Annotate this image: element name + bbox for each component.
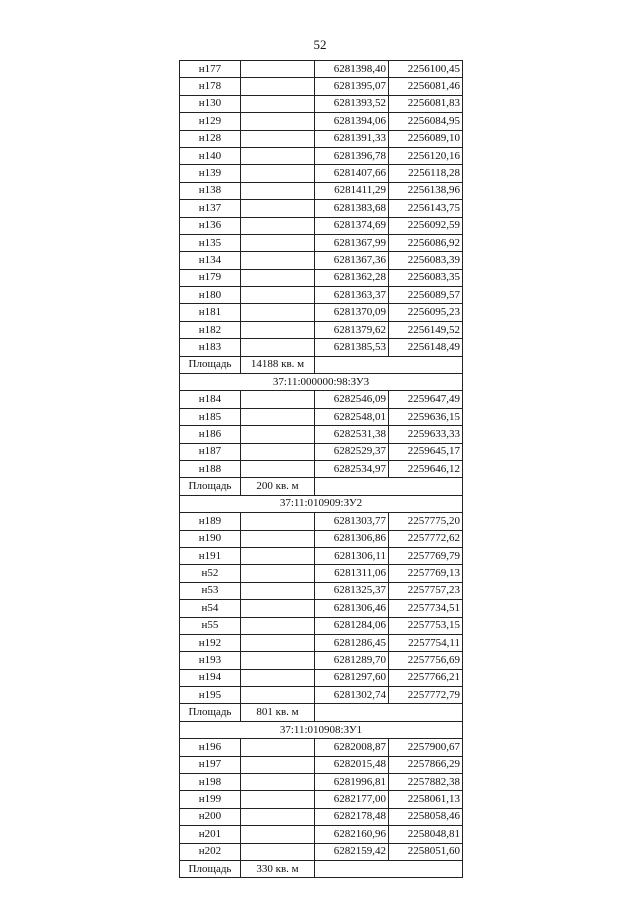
table-row <box>180 269 463 286</box>
empty-cell <box>241 426 315 443</box>
empty-cell <box>241 547 315 564</box>
area-label: Площадь <box>180 478 241 495</box>
empty-cell <box>241 617 315 634</box>
empty-cell <box>241 200 315 217</box>
x-coordinate: 6281396,78 <box>315 147 389 164</box>
x-coordinate: 6282160,96 <box>315 826 389 843</box>
x-coordinate: 6281391,33 <box>315 130 389 147</box>
table-row <box>180 252 463 269</box>
table-row <box>180 321 463 338</box>
empty-cell <box>241 774 315 791</box>
point-name: н137 <box>180 200 241 217</box>
point-name: н197 <box>180 756 241 773</box>
table-row <box>180 513 463 530</box>
empty-cell <box>241 634 315 651</box>
x-coordinate: 6281367,36 <box>315 252 389 269</box>
parcel-header-row <box>180 721 463 738</box>
empty-cell <box>241 234 315 251</box>
empty-cell <box>241 321 315 338</box>
y-coordinate: 2256092,59 <box>389 217 463 234</box>
y-coordinate: 2259645,17 <box>389 443 463 460</box>
point-name: н178 <box>180 78 241 95</box>
table-row <box>180 460 463 477</box>
x-coordinate: 6281289,70 <box>315 652 389 669</box>
parcel-header-row <box>180 374 463 391</box>
parcel-id: 37:11:010909:ЗУ2 <box>180 495 463 512</box>
point-name: н187 <box>180 443 241 460</box>
x-coordinate: 6281311,06 <box>315 565 389 582</box>
y-coordinate: 2259633,33 <box>389 426 463 443</box>
empty-cell <box>315 356 463 373</box>
table-row <box>180 61 463 78</box>
empty-cell <box>241 61 315 78</box>
area-label: Площадь <box>180 704 241 721</box>
x-coordinate: 6282531,38 <box>315 426 389 443</box>
x-coordinate: 6281284,06 <box>315 617 389 634</box>
empty-cell <box>241 217 315 234</box>
y-coordinate: 2256081,83 <box>389 95 463 112</box>
table-row <box>180 78 463 95</box>
x-coordinate: 6282548,01 <box>315 408 389 425</box>
empty-cell <box>241 252 315 269</box>
point-name: н183 <box>180 339 241 356</box>
x-coordinate: 6282546,09 <box>315 391 389 408</box>
point-name: н184 <box>180 391 241 408</box>
empty-cell <box>241 460 315 477</box>
y-coordinate: 2256083,35 <box>389 269 463 286</box>
point-name: н182 <box>180 321 241 338</box>
y-coordinate: 2256143,75 <box>389 200 463 217</box>
area-value: 330 кв. м <box>241 860 315 877</box>
table-row <box>180 147 463 164</box>
point-name: н140 <box>180 147 241 164</box>
area-value: 14188 кв. м <box>241 356 315 373</box>
empty-cell <box>241 669 315 686</box>
table-row <box>180 547 463 564</box>
y-coordinate: 2259636,15 <box>389 408 463 425</box>
parcel-id: 37:11:000000:98:ЗУ3 <box>180 374 463 391</box>
area-row <box>180 860 463 877</box>
table-row <box>180 843 463 860</box>
area-label: Площадь <box>180 860 241 877</box>
table-row <box>180 634 463 651</box>
x-coordinate: 6281362,28 <box>315 269 389 286</box>
table-row <box>180 652 463 669</box>
table-row <box>180 443 463 460</box>
point-name: н192 <box>180 634 241 651</box>
table-row <box>180 200 463 217</box>
empty-cell <box>241 147 315 164</box>
empty-cell <box>241 391 315 408</box>
x-coordinate: 6281385,53 <box>315 339 389 356</box>
area-value: 801 кв. м <box>241 704 315 721</box>
point-name: н177 <box>180 61 241 78</box>
point-name: н193 <box>180 652 241 669</box>
empty-cell <box>241 113 315 130</box>
table-row <box>180 669 463 686</box>
empty-cell <box>241 582 315 599</box>
empty-cell <box>241 530 315 547</box>
empty-cell <box>241 287 315 304</box>
empty-cell <box>241 687 315 704</box>
table-row <box>180 408 463 425</box>
table-row <box>180 582 463 599</box>
x-coordinate: 6281306,46 <box>315 600 389 617</box>
point-name: н136 <box>180 217 241 234</box>
x-coordinate: 6281306,11 <box>315 547 389 564</box>
x-coordinate: 6281297,60 <box>315 669 389 686</box>
empty-cell <box>241 791 315 808</box>
y-coordinate: 2257734,51 <box>389 600 463 617</box>
point-name: н198 <box>180 774 241 791</box>
x-coordinate: 6282015,48 <box>315 756 389 773</box>
x-coordinate: 6281398,40 <box>315 61 389 78</box>
x-coordinate: 6281374,69 <box>315 217 389 234</box>
point-name: н181 <box>180 304 241 321</box>
empty-cell <box>241 652 315 669</box>
page-number: 52 <box>313 37 327 52</box>
table-row <box>180 808 463 825</box>
x-coordinate: 6281411,29 <box>315 182 389 199</box>
table-row <box>180 739 463 756</box>
table-row <box>180 600 463 617</box>
x-coordinate: 6282529,37 <box>315 443 389 460</box>
empty-cell <box>241 130 315 147</box>
table-row <box>180 565 463 582</box>
y-coordinate: 2258051,60 <box>389 843 463 860</box>
point-name: н138 <box>180 182 241 199</box>
point-name: н200 <box>180 808 241 825</box>
table-row <box>180 234 463 251</box>
point-name: н130 <box>180 95 241 112</box>
coordinates-table-body <box>180 61 463 878</box>
point-name: н190 <box>180 530 241 547</box>
x-coordinate: 6281370,09 <box>315 304 389 321</box>
x-coordinate: 6281306,86 <box>315 530 389 547</box>
y-coordinate: 2256120,16 <box>389 147 463 164</box>
point-name: н135 <box>180 234 241 251</box>
empty-cell <box>241 565 315 582</box>
table-row <box>180 826 463 843</box>
point-name: н180 <box>180 287 241 304</box>
point-name: н199 <box>180 791 241 808</box>
empty-cell <box>241 78 315 95</box>
x-coordinate: 6281363,37 <box>315 287 389 304</box>
empty-cell <box>241 826 315 843</box>
x-coordinate: 6282177,00 <box>315 791 389 808</box>
y-coordinate: 2256118,28 <box>389 165 463 182</box>
x-coordinate: 6281394,06 <box>315 113 389 130</box>
point-name: н188 <box>180 460 241 477</box>
y-coordinate: 2257900,67 <box>389 739 463 756</box>
y-coordinate: 2259646,12 <box>389 460 463 477</box>
empty-cell <box>315 704 463 721</box>
y-coordinate: 2256089,57 <box>389 287 463 304</box>
x-coordinate: 6281302,74 <box>315 687 389 704</box>
point-name: н201 <box>180 826 241 843</box>
y-coordinate: 2257769,79 <box>389 547 463 564</box>
empty-cell <box>241 600 315 617</box>
table-row <box>180 339 463 356</box>
x-coordinate: 6282178,48 <box>315 808 389 825</box>
table-row <box>180 530 463 547</box>
y-coordinate: 2257754,11 <box>389 634 463 651</box>
y-coordinate: 2257775,20 <box>389 513 463 530</box>
empty-cell <box>241 95 315 112</box>
y-coordinate: 2256148,49 <box>389 339 463 356</box>
y-coordinate: 2256086,92 <box>389 234 463 251</box>
empty-cell <box>241 843 315 860</box>
y-coordinate: 2257866,29 <box>389 756 463 773</box>
point-name: н134 <box>180 252 241 269</box>
empty-cell <box>241 182 315 199</box>
point-name: н52 <box>180 565 241 582</box>
area-row <box>180 356 463 373</box>
x-coordinate: 6281996,81 <box>315 774 389 791</box>
empty-cell <box>241 443 315 460</box>
y-coordinate: 2257772,62 <box>389 530 463 547</box>
y-coordinate: 2258058,46 <box>389 808 463 825</box>
empty-cell <box>241 756 315 773</box>
empty-cell <box>241 739 315 756</box>
empty-cell <box>241 165 315 182</box>
x-coordinate: 6282159,42 <box>315 843 389 860</box>
y-coordinate: 2259647,49 <box>389 391 463 408</box>
table-row <box>180 791 463 808</box>
area-label: Площадь <box>180 356 241 373</box>
y-coordinate: 2256138,96 <box>389 182 463 199</box>
point-name: н129 <box>180 113 241 130</box>
table-row <box>180 130 463 147</box>
point-name: н139 <box>180 165 241 182</box>
empty-cell <box>241 808 315 825</box>
point-name: н202 <box>180 843 241 860</box>
point-name: н53 <box>180 582 241 599</box>
empty-cell <box>315 860 463 877</box>
y-coordinate: 2257769,13 <box>389 565 463 582</box>
y-coordinate: 2256089,10 <box>389 130 463 147</box>
point-name: н196 <box>180 739 241 756</box>
point-name: н194 <box>180 669 241 686</box>
table-row <box>180 617 463 634</box>
table-row <box>180 304 463 321</box>
point-name: н55 <box>180 617 241 634</box>
y-coordinate: 2258061,13 <box>389 791 463 808</box>
table-row <box>180 687 463 704</box>
y-coordinate: 2257772,79 <box>389 687 463 704</box>
point-name: н185 <box>180 408 241 425</box>
y-coordinate: 2257753,15 <box>389 617 463 634</box>
point-name: н54 <box>180 600 241 617</box>
y-coordinate: 2257882,38 <box>389 774 463 791</box>
point-name: н179 <box>180 269 241 286</box>
y-coordinate: 2256081,46 <box>389 78 463 95</box>
empty-cell <box>241 513 315 530</box>
table-row <box>180 217 463 234</box>
table-row <box>180 391 463 408</box>
table-row <box>180 113 463 130</box>
x-coordinate: 6281379,62 <box>315 321 389 338</box>
table-row <box>180 287 463 304</box>
area-row <box>180 478 463 495</box>
x-coordinate: 6282008,87 <box>315 739 389 756</box>
table-row <box>180 756 463 773</box>
table-row <box>180 774 463 791</box>
x-coordinate: 6281395,07 <box>315 78 389 95</box>
x-coordinate: 6281407,66 <box>315 165 389 182</box>
x-coordinate: 6281286,45 <box>315 634 389 651</box>
empty-cell <box>241 269 315 286</box>
x-coordinate: 6281325,37 <box>315 582 389 599</box>
x-coordinate: 6281393,52 <box>315 95 389 112</box>
y-coordinate: 2256100,45 <box>389 61 463 78</box>
parcel-id: 37:11:010908:ЗУ1 <box>180 721 463 738</box>
table-row <box>180 426 463 443</box>
point-name: н189 <box>180 513 241 530</box>
parcel-header-row <box>180 495 463 512</box>
table-row <box>180 165 463 182</box>
empty-cell <box>241 408 315 425</box>
y-coordinate: 2256084,95 <box>389 113 463 130</box>
y-coordinate: 2257766,21 <box>389 669 463 686</box>
y-coordinate: 2256083,39 <box>389 252 463 269</box>
y-coordinate: 2258048,81 <box>389 826 463 843</box>
x-coordinate: 6281367,99 <box>315 234 389 251</box>
x-coordinate: 6281303,77 <box>315 513 389 530</box>
area-row <box>180 704 463 721</box>
x-coordinate: 6281383,68 <box>315 200 389 217</box>
y-coordinate: 2257756,69 <box>389 652 463 669</box>
area-value: 200 кв. м <box>241 478 315 495</box>
point-name: н186 <box>180 426 241 443</box>
empty-cell <box>315 478 463 495</box>
y-coordinate: 2256149,52 <box>389 321 463 338</box>
y-coordinate: 2257757,23 <box>389 582 463 599</box>
y-coordinate: 2256095,23 <box>389 304 463 321</box>
point-name: н195 <box>180 687 241 704</box>
empty-cell <box>241 304 315 321</box>
coordinates-table <box>179 60 463 878</box>
x-coordinate: 6282534,97 <box>315 460 389 477</box>
table-row <box>180 95 463 112</box>
point-name: н128 <box>180 130 241 147</box>
table-row <box>180 182 463 199</box>
point-name: н191 <box>180 547 241 564</box>
empty-cell <box>241 339 315 356</box>
